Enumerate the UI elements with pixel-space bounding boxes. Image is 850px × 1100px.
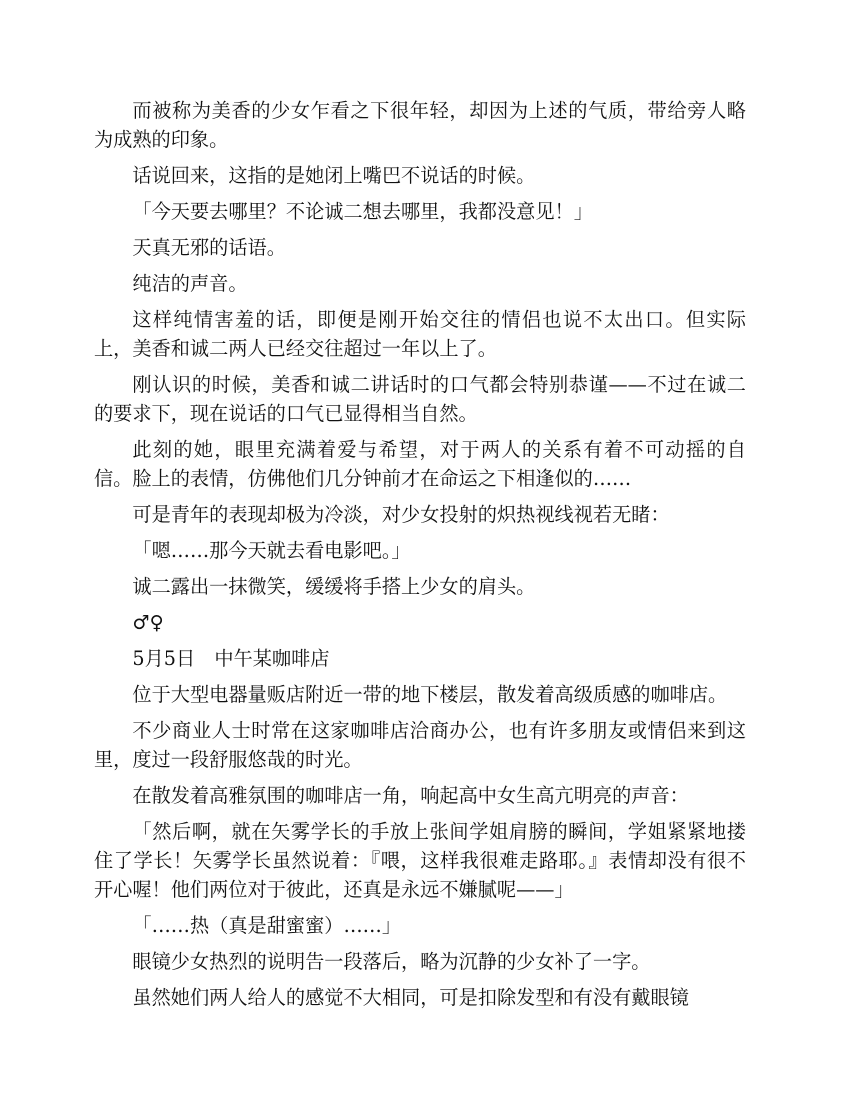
dialogue-line: 「今天要去哪里？不论诚二想去哪里，我都没意见！」 <box>132 200 593 223</box>
paragraph: 眼镜少女热烈的说明告一段落后，略为沉静的少女补了一字。 <box>132 950 651 973</box>
document-page <box>94 96 746 1012</box>
paragraph: 这样纯情害羞的话，即便是刚开始交往的情侣也说不太出口。但实际上，美香和诚二两人已经交往超过一年以上了。 <box>94 308 746 360</box>
paragraph: 诚二露出一抹微笑，缓缓将手搭上少女的肩头。 <box>132 575 536 598</box>
paragraph: 可是青年的表现却极为冷淡，对少女投射的炽热视线视若无睹： <box>132 503 670 526</box>
paragraph: 在散发着高雅氛围的咖啡店一角，响起高中女生高亢明亮的声音： <box>132 784 689 807</box>
dialogue-line: 「……热（真是甜蜜蜜）……」 <box>132 914 402 937</box>
paragraph: 话说回来，这指的是她闭上嘴巴不说话的时候。 <box>132 164 536 187</box>
dialogue-line: 「嗯……那今天就去看电影吧。」 <box>132 539 411 562</box>
paragraph: 此刻的她，眼里充满着爱与希望，对于两人的关系有着不可动摇的自信。脸上的表情，仿佛他们几分钟前才在命运之下相逢似的…… <box>94 438 746 490</box>
paragraph: 不少商业人士时常在这家咖啡店洽商办公，也有许多朋友或情侣来到这里，度过一段舒服悠哉的时光。 <box>94 719 746 771</box>
paragraph: 刚认识的时候，美香和诚二讲话时的口气都会特别恭谨——不过在诚二的要求下，现在说话的口气已显得相当自然。 <box>94 373 746 425</box>
scene-break-symbol: ♂♀ <box>132 611 164 634</box>
paragraph: 纯洁的声音。 <box>132 272 248 295</box>
paragraph: 虽然她们两人给人的感觉不大相同，可是扣除发型和有没有戴眼镜 <box>132 986 689 1009</box>
scene-heading: 5月5日 中午某咖啡店 <box>132 647 330 670</box>
paragraph: 天真无邪的话语。 <box>132 236 286 259</box>
dialogue-line: 「然后啊，就在矢雾学长的手放上张间学姐肩膀的瞬间，学姐紧紧地搂住了学长！矢雾学长虽然说着：『喂，这样我很难走路耶。』表情却没有很不开心喔！他们两位对于彼此，还真是永远不嫌腻呢——」 <box>94 820 746 901</box>
paragraph: 位于大型电器量贩店附近一带的地下楼层，散发着高级质感的咖啡店。 <box>132 683 728 706</box>
paragraph: 而被称为美香的少女乍看之下很年轻，却因为上述的气质，带给旁人略为成熟的印象。 <box>94 99 746 151</box>
